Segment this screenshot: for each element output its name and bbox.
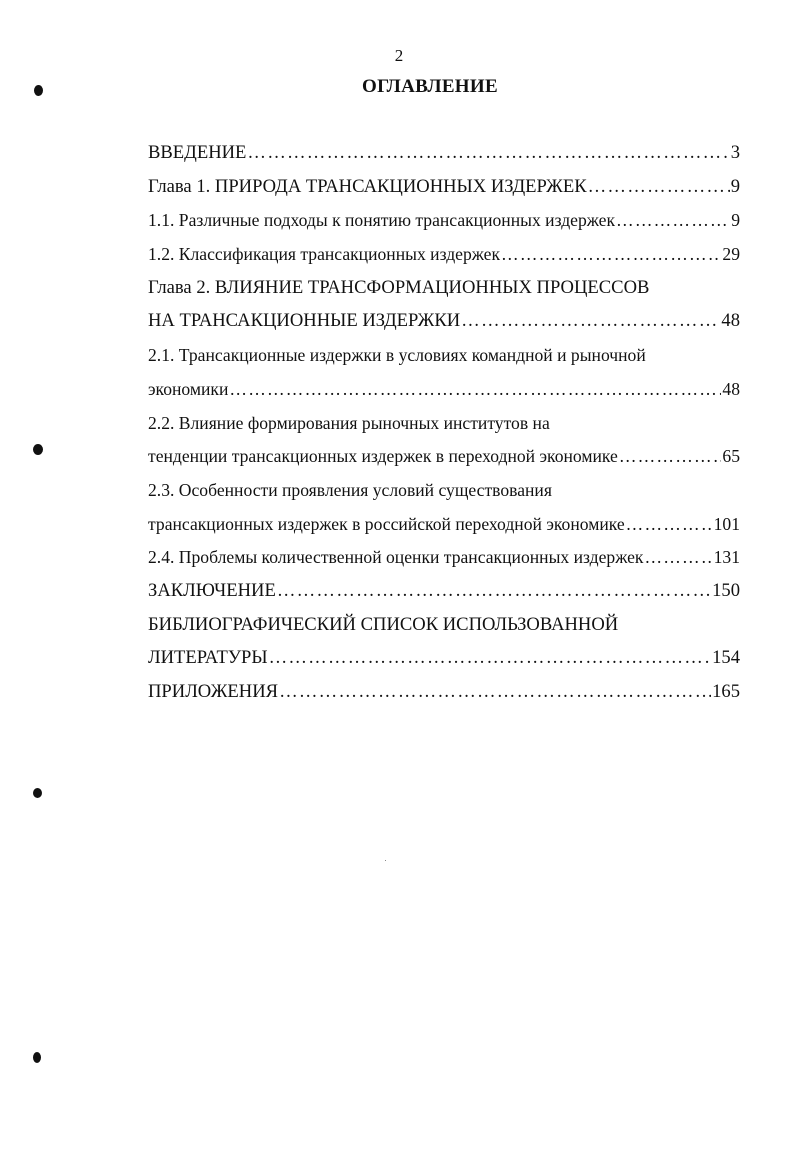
dot-leader: [616, 207, 730, 233]
dot-leader: [619, 443, 722, 469]
toc-entry-page: 65: [722, 446, 740, 467]
toc-entry-page: 48: [721, 310, 740, 332]
toc-entry-label: тенденции трансакционных издержек в переходной экономике: [148, 446, 618, 467]
toc-entry-label: НА ТРАНСАКЦИОННЫЕ ИЗДЕРЖКИ: [148, 310, 461, 332]
toc-entry-label: ВВЕДЕНИЕ: [148, 142, 247, 163]
toc-entry-label: ЛИТЕРАТУРЫ: [148, 647, 268, 669]
scan-speck: [385, 860, 386, 861]
toc-entry-bibliography-line-2[interactable]: [148, 645, 740, 679]
toc-entry-label: 2.4. Проблемы количественной оценки трансакционных издержек: [148, 547, 644, 568]
toc-entry-label: 2.3. Особенности проявления условий существования: [148, 479, 552, 500]
toc-entry-label: ПРИЛОЖЕНИЯ: [148, 681, 279, 702]
toc-entry-page: 29: [722, 244, 740, 265]
toc-entry-chapter-2-line-1[interactable]: [148, 275, 740, 309]
toc-entry-page: 150: [712, 579, 740, 601]
toc-entry-label: трансакционных издержек в российской переходной экономике: [148, 513, 625, 534]
toc-entry-section-2-2-line-1[interactable]: [148, 410, 740, 444]
binder-hole-mark: [33, 444, 43, 455]
toc-entry-label: Глава 1. ПРИРОДА ТРАНСАКЦИОННЫХ ИЗДЕРЖЕК: [148, 175, 587, 197]
toc-entry-chapter-2-line-2[interactable]: [148, 308, 740, 342]
toc-entry-conclusion[interactable]: [148, 578, 740, 612]
dot-leader: [501, 241, 721, 267]
toc-entry-label: 1.1. Различные подходы к понятию трансакционных издержек: [148, 210, 616, 231]
toc-entry-page: 48: [722, 378, 740, 399]
toc-entry-label: 2.1. Трансакционные издержки в условиях командной и рыночной: [148, 345, 646, 366]
toc-entry-page: 9: [731, 210, 740, 231]
toc-entry-label: экономики: [148, 378, 229, 399]
toc-entry-chapter-1[interactable]: [148, 174, 740, 208]
dot-leader: [588, 174, 730, 200]
dot-leader: [277, 578, 711, 604]
dot-leader: [279, 679, 711, 705]
dot-leader: [626, 511, 713, 537]
binder-hole-mark: [34, 85, 43, 96]
toc-entry-label: 1.2. Классификация трансакционных издержек: [148, 244, 501, 265]
dot-leader: [269, 645, 712, 671]
toc-entry-section-1-1[interactable]: [148, 207, 740, 241]
toc-entry-label: ЗАКЛЮЧЕНИЕ: [148, 579, 276, 601]
toc-entry-bibliography-line-1[interactable]: [148, 612, 740, 646]
toc-entry-section-2-4[interactable]: [148, 544, 740, 578]
toc-entry-label: Глава 2. ВЛИЯНИЕ ТРАНСФОРМАЦИОННЫХ ПРОЦЕССОВ: [148, 276, 650, 298]
toc-entry-section-2-1-line-2[interactable]: [148, 376, 740, 410]
binder-hole-mark: [33, 788, 42, 798]
toc-entry-page: 165: [712, 681, 740, 702]
dot-leader: [644, 544, 712, 570]
dot-leader: [229, 376, 721, 402]
binder-hole-mark: [33, 1052, 41, 1063]
toc-entry-section-1-2[interactable]: [148, 241, 740, 275]
page-number: 2: [394, 46, 404, 65]
toc-entry-page: 154: [712, 647, 740, 669]
toc-entry-section-2-3-line-2[interactable]: [148, 511, 740, 545]
toc-entry-label: 2.2. Влияние формирования рыночных институтов на: [148, 412, 550, 433]
toc-entry-introduction[interactable]: [148, 140, 740, 174]
toc-entry-section-2-1-line-1[interactable]: [148, 342, 740, 376]
toc-entry-page: 9: [730, 175, 740, 197]
toc-entry-section-2-3-line-1[interactable]: [148, 477, 740, 511]
page-title: ОГЛАВЛЕНИЕ: [362, 76, 498, 97]
toc-entry-appendices[interactable]: [148, 679, 740, 713]
toc-entry-section-2-2-line-2[interactable]: [148, 443, 740, 477]
dot-leader: [247, 140, 729, 166]
dot-leader: [461, 308, 720, 334]
toc-entry-page: 101: [713, 513, 740, 534]
toc-entry-page: 131: [713, 547, 740, 568]
toc-entry-label: БИБЛИОГРАФИЧЕСКИЙ СПИСОК ИСПОЛЬЗОВАННОЙ: [148, 613, 619, 635]
toc-entry-page: 3: [730, 142, 740, 163]
table-of-contents: [148, 140, 740, 713]
